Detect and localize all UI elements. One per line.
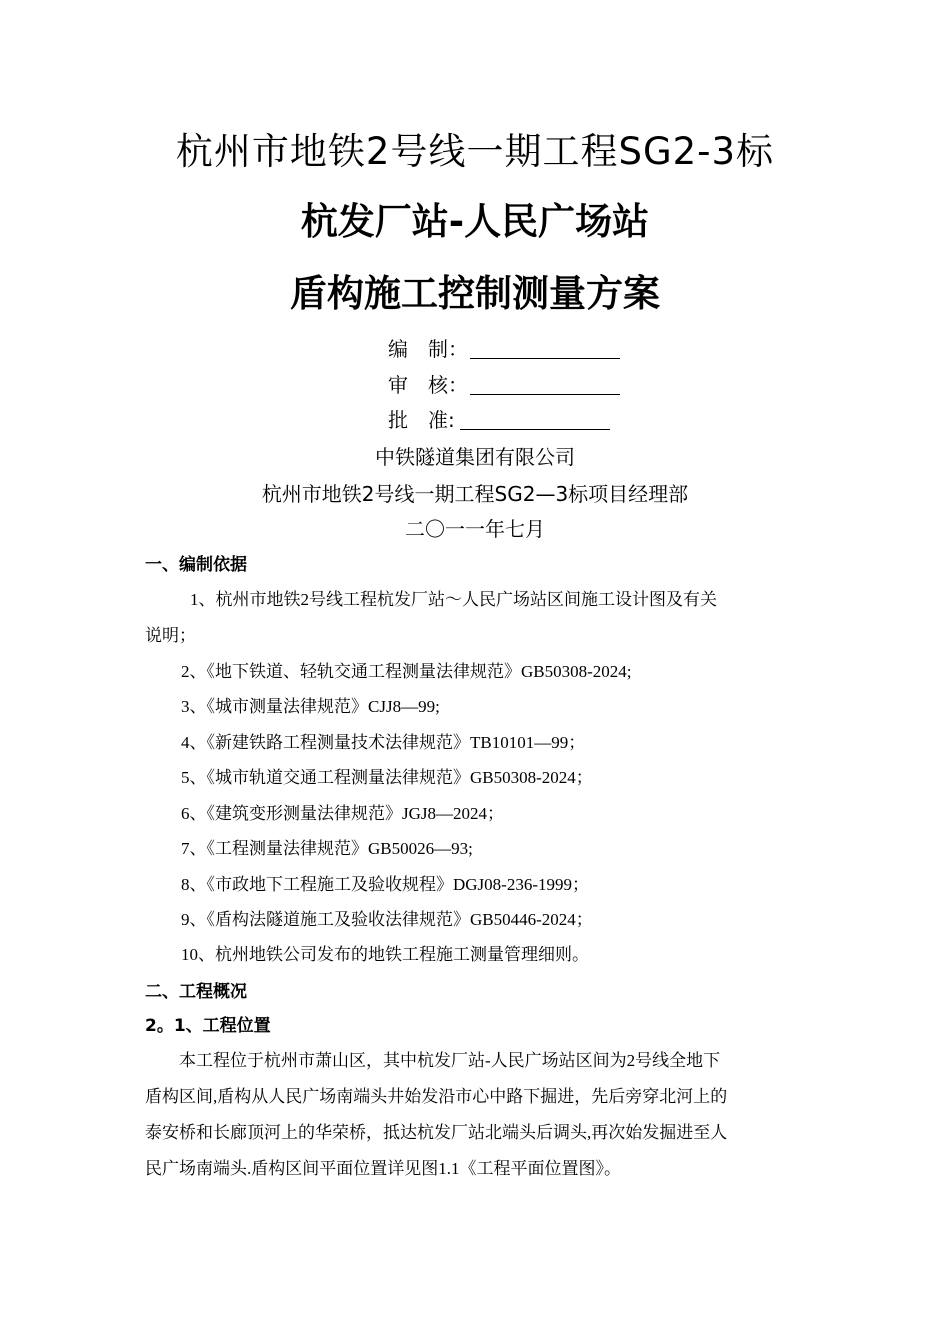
paragraph-line: 盾构区间,盾构从人民广场南端头井始发沿市心中路下掘进，先后旁穿北河上的 [145, 1087, 728, 1106]
section1-heading: 一、编制依据 [145, 555, 247, 575]
reference-item: 10、杭州地铁公司发布的地铁工程施工测量管理细则。 [181, 945, 589, 964]
sign-compile-blank [470, 338, 620, 359]
reference-item: 9、《盾构法隧道施工及验收法律规范》GB50446-2024； [181, 910, 593, 929]
reference-item: 7、《工程测量法律规范》GB50026—93; [181, 839, 473, 858]
reference-item: 5、《城市轨道交通工程测量法律规范》GB50308-2024； [181, 768, 593, 787]
sign-compile-row [388, 335, 620, 363]
paragraph-line: 民广场南端头.盾构区间平面位置详见图1.1《工程平面位置图》。 [145, 1159, 621, 1178]
reference-item-1-line2: 说明； [145, 626, 196, 645]
sign-review-row [388, 371, 620, 399]
sign-compile-label: 编 制： [388, 337, 468, 361]
cover-title-line2: 杭发厂站-人民广场站 [300, 200, 650, 243]
section2-heading: 二、工程概况 [145, 982, 247, 1002]
sign-approve-row [388, 406, 610, 434]
reference-item: 3、《城市测量法律规范》CJJ8—99; [181, 697, 440, 716]
cover-title-line1: 杭州市地铁2号线一期工程SG2-3标 [175, 130, 775, 173]
reference-item: 2、《地下铁道、轻轨交通工程测量法律规范》GB50308-2024; [181, 662, 632, 681]
org-dept: 杭州市地铁2号线一期工程SG2—3标项目经理部 [261, 482, 689, 506]
sign-review-label: 审 核： [388, 373, 468, 397]
reference-item: 4、《新建铁路工程测量技术法律规范》TB10101—99； [181, 733, 586, 752]
cover-date: 二〇一一年七月 [405, 517, 545, 541]
cover-title-line3: 盾构施工控制测量方案 [290, 272, 660, 315]
org-company: 中铁隧道集团有限公司 [375, 445, 575, 469]
section2-subheading: 2。1、工程位置 [145, 1016, 271, 1036]
reference-item-1-line1: 1、杭州市地铁2号线工程杭发厂站～人民广场站区间施工设计图及有关 [190, 590, 717, 609]
reference-item: 8、《市政地下工程施工及验收规程》DGJ08-236-1999； [181, 875, 589, 894]
sign-approve-label: 批 准: [388, 408, 455, 432]
paragraph-line: 泰安桥和长廊顶河上的华荣桥，抵达杭发厂站北端头后调头,再次始发掘进至人 [145, 1123, 728, 1142]
paragraph-line: 本工程位于杭州市萧山区，其中杭发厂站-人民广场站区间为2号线全地下 [145, 1051, 721, 1070]
reference-item: 6、《建筑变形测量法律规范》JGJ8—2024； [181, 804, 505, 823]
sign-review-blank [470, 374, 620, 395]
sign-approve-blank [460, 409, 610, 430]
